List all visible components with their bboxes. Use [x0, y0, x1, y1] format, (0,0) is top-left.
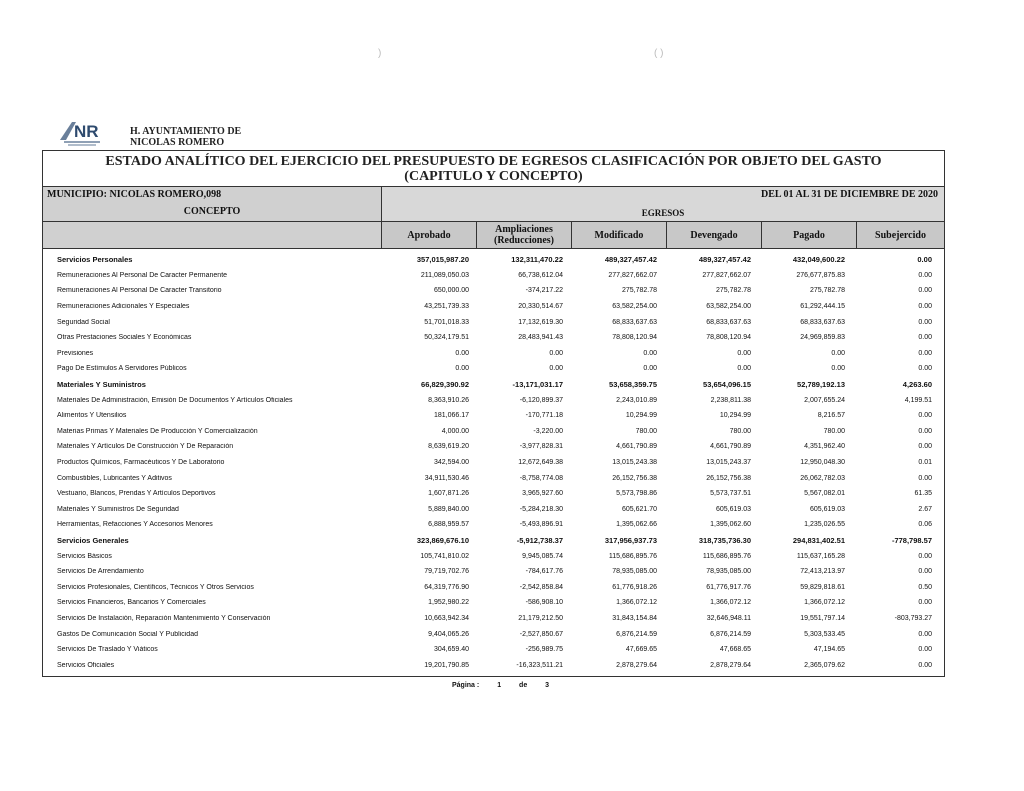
row-aprobado: 10,663,942.34	[424, 614, 469, 622]
row-aprobado: 50,324,179.51	[424, 334, 469, 342]
table-row	[43, 564, 944, 580]
row-concepto: Productos Químicos, Farmacéuticos Y De Laboratorio	[57, 459, 225, 467]
row-concepto: Servicios De Instalación, Reparación Mantenimiento Y Conservación	[57, 614, 271, 622]
row-pagado: 47,194.65	[813, 646, 845, 654]
page-label: Página :	[452, 682, 480, 689]
page-footer	[452, 682, 565, 689]
row-concepto: Materias Primas Y Materiales De Producción Y Comercialización	[57, 427, 258, 435]
row-concepto: Remuneraciones Al Personal De Caracter Transitorio	[57, 287, 222, 295]
row-devengado: 63,582,254.00	[706, 303, 751, 311]
row-pagado: 24,969,859.83	[800, 334, 845, 342]
row-aprobado: 105,741,810.02	[420, 552, 469, 560]
row-devengado: 5,573,737.51	[710, 490, 751, 498]
row-pagado: 780.00	[823, 427, 845, 435]
row-concepto: Servicios Básicos	[57, 552, 112, 560]
row-concepto: Materiales Y Suministros	[57, 380, 146, 390]
row-modificado: 68,833,637.63	[612, 318, 657, 326]
row-subejercido: 0.00	[918, 303, 932, 311]
de-label: de	[519, 682, 528, 689]
row-ampliaciones: 17,132,619.30	[518, 318, 563, 326]
row-devengado: 68,833,637.63	[706, 318, 751, 326]
row-aprobado: 9,404,065.26	[428, 630, 469, 638]
table-row	[43, 533, 944, 549]
table-row	[43, 268, 944, 284]
row-ampliaciones: 28,483,941.43	[518, 334, 563, 342]
row-devengado: 6,876,214.59	[710, 630, 751, 638]
row-ampliaciones: -784,617.76	[525, 568, 563, 576]
row-aprobado: 211,089,050.03	[420, 271, 469, 279]
row-aprobado: 4,000.00	[441, 427, 469, 435]
col-pagado: Pagado	[762, 222, 857, 248]
row-ampliaciones: -3,977,828.31	[519, 443, 563, 451]
table-row	[43, 299, 944, 315]
row-pagado: 275,782.78	[809, 287, 845, 295]
row-pagado: 115,637,165.28	[796, 552, 845, 560]
row-modificado: 275,782.78	[621, 287, 657, 295]
row-concepto: Servicios Personales	[57, 255, 133, 265]
row-pagado: 19,551,797.14	[800, 614, 845, 622]
row-pagado: 61,292,444.15	[800, 303, 845, 311]
row-devengado: 47,668.65	[719, 646, 751, 654]
row-pagado: 2,007,655.24	[804, 396, 845, 404]
row-devengado: 277,827,662.07	[702, 271, 751, 279]
row-subejercido: 0.00	[918, 599, 932, 607]
row-subejercido: -778,798.57	[891, 535, 932, 545]
row-ampliaciones: 12,672,649.38	[518, 459, 563, 467]
row-modificado: 31,843,154.84	[612, 614, 657, 622]
col-modificado: Modificado	[572, 222, 667, 248]
row-devengado: 489,327,457.42	[698, 255, 751, 265]
row-aprobado: 8,639,619.20	[428, 443, 469, 451]
row-devengado: 4,661,790.89	[710, 443, 751, 451]
table-row	[43, 642, 944, 658]
row-concepto: Previsiones	[57, 349, 94, 357]
row-modificado: 2,878,279.64	[616, 661, 657, 669]
table-row	[43, 252, 944, 268]
row-concepto: Servicios De Arrendamiento	[57, 568, 144, 576]
row-modificado: 605,621.70	[621, 505, 657, 513]
table-row	[43, 626, 944, 642]
row-ampliaciones: -374,217.22	[525, 287, 563, 295]
row-aprobado: 357,015,987.20	[416, 255, 469, 265]
row-ampliaciones: -6,120,899.37	[519, 396, 563, 404]
row-devengado: 78,808,120.94	[706, 334, 751, 342]
row-concepto: Otras Prestaciones Sociales Y Económicas	[57, 334, 192, 342]
row-concepto: Combustibles, Lubricantes Y Aditivos	[57, 474, 172, 482]
row-pagado: 294,831,402.51	[792, 535, 845, 545]
row-concepto: Servicios Financieros, Bancarios Y Comerciales	[57, 599, 206, 607]
row-modificado: 26,152,756.38	[612, 474, 657, 482]
row-modificado: 61,776,918.26	[612, 583, 657, 591]
row-modificado: 780.00	[635, 427, 657, 435]
row-modificado: 13,015,243.38	[612, 459, 657, 467]
table-row	[43, 330, 944, 346]
row-concepto: Vestuario, Blancos, Prendas Y Artículos Deportivos	[57, 490, 216, 498]
row-ampliaciones: -5,284,218.30	[519, 505, 563, 513]
row-ampliaciones: -3,220.00	[533, 427, 563, 435]
row-concepto: Materiales Y Artículos De Construcción Y De Reparación	[57, 443, 234, 451]
row-devengado: 0.00	[737, 365, 751, 373]
row-concepto: Herramientas, Refacciones Y Accesorios Menores	[57, 521, 213, 529]
row-aprobado: 6,888,959.57	[428, 521, 469, 529]
row-modificado: 47,669.65	[625, 646, 657, 654]
row-pagado: 26,062,782.03	[800, 474, 845, 482]
row-pagado: 605,619.03	[809, 505, 845, 513]
row-aprobado: 34,911,530.46	[424, 474, 469, 482]
row-subejercido: 4,263.60	[902, 380, 932, 390]
row-modificado: 2,243,010.89	[616, 396, 657, 404]
row-pagado: 0.00	[831, 349, 845, 357]
table-row	[43, 408, 944, 424]
row-devengado: 61,776,917.76	[706, 583, 751, 591]
row-pagado: 1,235,026.55	[804, 521, 845, 529]
row-modificado: 1,366,072.12	[616, 599, 657, 607]
row-modificado: 78,808,120.94	[612, 334, 657, 342]
row-devengado: 115,686,895.76	[702, 552, 751, 560]
report-table	[42, 150, 945, 677]
concepto-header: CONCEPTO	[183, 206, 241, 217]
row-devengado: 0.00	[737, 349, 751, 357]
row-subejercido: 0.00	[918, 412, 932, 420]
row-subejercido: 0.00	[918, 552, 932, 560]
table-row	[43, 470, 944, 486]
row-ampliaciones: 3,965,927.60	[522, 490, 563, 498]
row-subejercido: 0.50	[918, 583, 932, 591]
table-row	[43, 424, 944, 440]
page-number: 1	[497, 682, 502, 689]
row-modificado: 6,876,214.59	[616, 630, 657, 638]
row-ampliaciones: -13,171,031.17	[512, 380, 563, 390]
row-aprobado: 5,889,840.00	[428, 505, 469, 513]
row-aprobado: 0.00	[455, 349, 469, 357]
row-devengado: 32,646,948.11	[706, 614, 751, 622]
row-aprobado: 64,319,776.90	[424, 583, 469, 591]
col-ampliaciones: Ampliaciones (Reducciones)	[477, 222, 572, 248]
row-ampliaciones: -2,542,858.84	[519, 583, 563, 591]
row-modificado: 277,827,662.07	[608, 271, 657, 279]
row-aprobado: 323,869,676.10	[416, 535, 469, 545]
row-aprobado: 304,659.40	[433, 646, 469, 654]
row-concepto: Alimentos Y Utensilios	[57, 412, 127, 420]
row-pagado: 2,365,079.62	[804, 661, 845, 669]
row-concepto: Servicios Generales	[57, 535, 129, 545]
municipal-logo	[58, 118, 108, 148]
row-subejercido: 0.00	[918, 427, 932, 435]
row-concepto: Remuneraciones Adicionales Y Especiales	[57, 303, 190, 311]
row-modificado: 0.00	[643, 365, 657, 373]
row-pagado: 12,950,048.30	[800, 459, 845, 467]
row-modificado: 0.00	[643, 349, 657, 357]
row-pagado: 5,567,082.01	[804, 490, 845, 498]
row-aprobado: 650,000.00	[433, 287, 469, 295]
row-aprobado: 1,607,871.26	[428, 490, 469, 498]
row-subejercido: 4,199.51	[904, 396, 932, 404]
row-ampliaciones: -5,912,738.37	[516, 535, 563, 545]
row-subejercido: 0.00	[918, 318, 932, 326]
table-row	[43, 455, 944, 471]
col-devengado: Devengado	[667, 222, 762, 248]
row-devengado: 2,238,811.38	[710, 396, 751, 404]
table-body	[42, 249, 945, 677]
row-concepto: Pago De Estímulos A Servidores Públicos	[57, 365, 187, 373]
col-subejercido: Subejercido	[857, 222, 944, 248]
scan-mark: ( )	[654, 48, 664, 59]
row-modificado: 10,294.99	[625, 412, 657, 420]
report-title: ESTADO ANALÍTICO DEL EJERCICIO DEL PRESUPUESTO DE EGRESOS CLASIFICACIÓN POR OBJETO DEL GASTO (CAPITULO Y CONCEPTO)	[42, 150, 945, 187]
row-subejercido: 0.00	[918, 349, 932, 357]
table-row	[43, 595, 944, 611]
row-subejercido: 0.01	[918, 459, 932, 467]
row-aprobado: 8,363,910.26	[428, 396, 469, 404]
table-row	[43, 283, 944, 299]
row-pagado: 5,303,533.45	[804, 630, 845, 638]
row-devengado: 275,782.78	[715, 287, 751, 295]
row-aprobado: 66,829,390.92	[421, 380, 469, 390]
row-modificado: 53,658,359.75	[609, 380, 657, 390]
row-subejercido: 0.00	[918, 443, 932, 451]
row-concepto: Servicios Profesionales, Científicos, Técnicos Y Otros Servicios	[57, 583, 254, 591]
row-subejercido: 0.00	[918, 646, 932, 654]
row-devengado: 10,294.99	[719, 412, 751, 420]
row-modificado: 489,327,457.42	[604, 255, 657, 265]
table-header-band	[42, 187, 945, 222]
row-devengado: 780.00	[729, 427, 751, 435]
row-pagado: 8,216.57	[817, 412, 845, 420]
row-pagado: 432,049,600.22	[792, 255, 845, 265]
row-aprobado: 79,719,702.76	[424, 568, 469, 576]
row-ampliaciones: 66,738,612.04	[518, 271, 563, 279]
row-subejercido: 0.00	[917, 255, 932, 265]
row-ampliaciones: -256,989.75	[525, 646, 563, 654]
table-row	[43, 346, 944, 362]
row-subejercido: 0.00	[918, 334, 932, 342]
column-headers	[42, 222, 945, 249]
table-row	[43, 314, 944, 330]
row-aprobado: 1,952,980.22	[428, 599, 469, 607]
row-aprobado: 19,201,790.85	[424, 661, 469, 669]
row-ampliaciones: -586,908.10	[525, 599, 563, 607]
row-subejercido: 61.35	[914, 490, 932, 498]
row-ampliaciones: -16,323,511.21	[516, 661, 563, 669]
svg-text:NR: NR	[74, 122, 99, 141]
table-row	[43, 517, 944, 533]
row-aprobado: 43,251,739.33	[424, 303, 469, 311]
row-concepto: Servicios Oficiales	[57, 661, 115, 669]
row-subejercido: 0.00	[918, 661, 932, 669]
row-modificado: 78,935,085.00	[612, 568, 657, 576]
row-ampliaciones: -2,527,850.67	[519, 630, 563, 638]
row-pagado: 276,677,875.83	[796, 271, 845, 279]
row-subejercido: 2.67	[918, 505, 932, 513]
row-subejercido: 0.00	[918, 287, 932, 295]
table-row	[43, 548, 944, 564]
row-pagado: 4,351,962.40	[804, 443, 845, 451]
table-row	[43, 657, 944, 673]
row-aprobado: 181,066.17	[433, 412, 469, 420]
row-devengado: 1,395,062.60	[710, 521, 751, 529]
row-ampliaciones: 132,311,470.22	[511, 255, 563, 265]
egresos-header: EGRESOS	[641, 208, 685, 218]
row-concepto: Materiales Y Suministros De Seguridad	[57, 505, 179, 513]
period-label: DEL 01 AL 31 DE DICIEMBRE DE 2020	[761, 189, 938, 200]
table-row	[43, 579, 944, 595]
row-modificado: 115,686,895.76	[608, 552, 657, 560]
row-concepto: Seguridad Social	[57, 318, 110, 326]
row-devengado: 26,152,756.38	[706, 474, 751, 482]
row-ampliaciones: 0.00	[549, 365, 563, 373]
row-pagado: 52,789,192.13	[797, 380, 845, 390]
row-ampliaciones: -8,758,774.08	[519, 474, 563, 482]
row-devengado: 1,366,072.12	[710, 599, 751, 607]
row-concepto: Gastos De Comunicación Social Y Publicidad	[57, 630, 198, 638]
row-concepto: Remuneraciones Al Personal De Caracter Permanente	[57, 271, 228, 279]
row-modificado: 4,661,790.89	[616, 443, 657, 451]
organization-name: H. AYUNTAMIENTO DE NICOLAS ROMERO	[130, 126, 242, 148]
row-aprobado: 51,701,018.33	[424, 318, 469, 326]
table-row	[43, 377, 944, 393]
row-devengado: 605,619.03	[715, 505, 751, 513]
row-modificado: 317,956,937.73	[604, 535, 657, 545]
row-ampliaciones: 9,945,085.74	[522, 552, 563, 560]
row-ampliaciones: 0.00	[549, 349, 563, 357]
row-ampliaciones: -5,493,896.91	[519, 521, 563, 529]
row-modificado: 1,395,062.66	[616, 521, 657, 529]
row-subejercido: 0.06	[918, 521, 932, 529]
table-row	[43, 502, 944, 518]
row-devengado: 13,015,243.37	[706, 459, 751, 467]
table-row	[43, 361, 944, 377]
row-subejercido: 0.00	[918, 568, 932, 576]
row-devengado: 53,654,096.15	[703, 380, 751, 390]
scan-mark: )	[378, 48, 382, 59]
table-row	[43, 439, 944, 455]
row-subejercido: 0.00	[918, 474, 932, 482]
row-pagado: 0.00	[831, 365, 845, 373]
row-aprobado: 0.00	[455, 365, 469, 373]
row-devengado: 318,735,736.30	[698, 535, 751, 545]
row-modificado: 5,573,798.86	[616, 490, 657, 498]
page-total: 3	[545, 682, 550, 689]
row-ampliaciones: 20,330,514.67	[518, 303, 563, 311]
row-concepto: Materiales De Administración, Emisión De Documentos Y Artículos Oficiales	[57, 396, 293, 404]
row-pagado: 1,366,072.12	[804, 599, 845, 607]
row-subejercido: 0.00	[918, 271, 932, 279]
table-row	[43, 392, 944, 408]
row-pagado: 72,413,213.97	[800, 568, 845, 576]
row-concepto: Servicios De Traslado Y Viáticos	[57, 646, 158, 654]
row-modificado: 63,582,254.00	[612, 303, 657, 311]
row-pagado: 59,829,818.61	[800, 583, 845, 591]
table-row	[43, 486, 944, 502]
municipio-label: MUNICIPIO: NICOLAS ROMERO,098	[47, 189, 222, 200]
row-devengado: 78,935,085.00	[706, 568, 751, 576]
col-aprobado: Aprobado	[382, 222, 477, 248]
row-subejercido: 0.00	[918, 365, 932, 373]
row-aprobado: 342,594.00	[433, 459, 469, 467]
row-subejercido: 0.00	[918, 630, 932, 638]
row-devengado: 2,878,279.64	[710, 661, 751, 669]
row-pagado: 68,833,637.63	[800, 318, 845, 326]
row-ampliaciones: -170,771.18	[525, 412, 563, 420]
row-ampliaciones: 21,179,212.50	[518, 614, 563, 622]
table-row	[43, 611, 944, 627]
row-subejercido: -803,793.27	[894, 614, 932, 622]
